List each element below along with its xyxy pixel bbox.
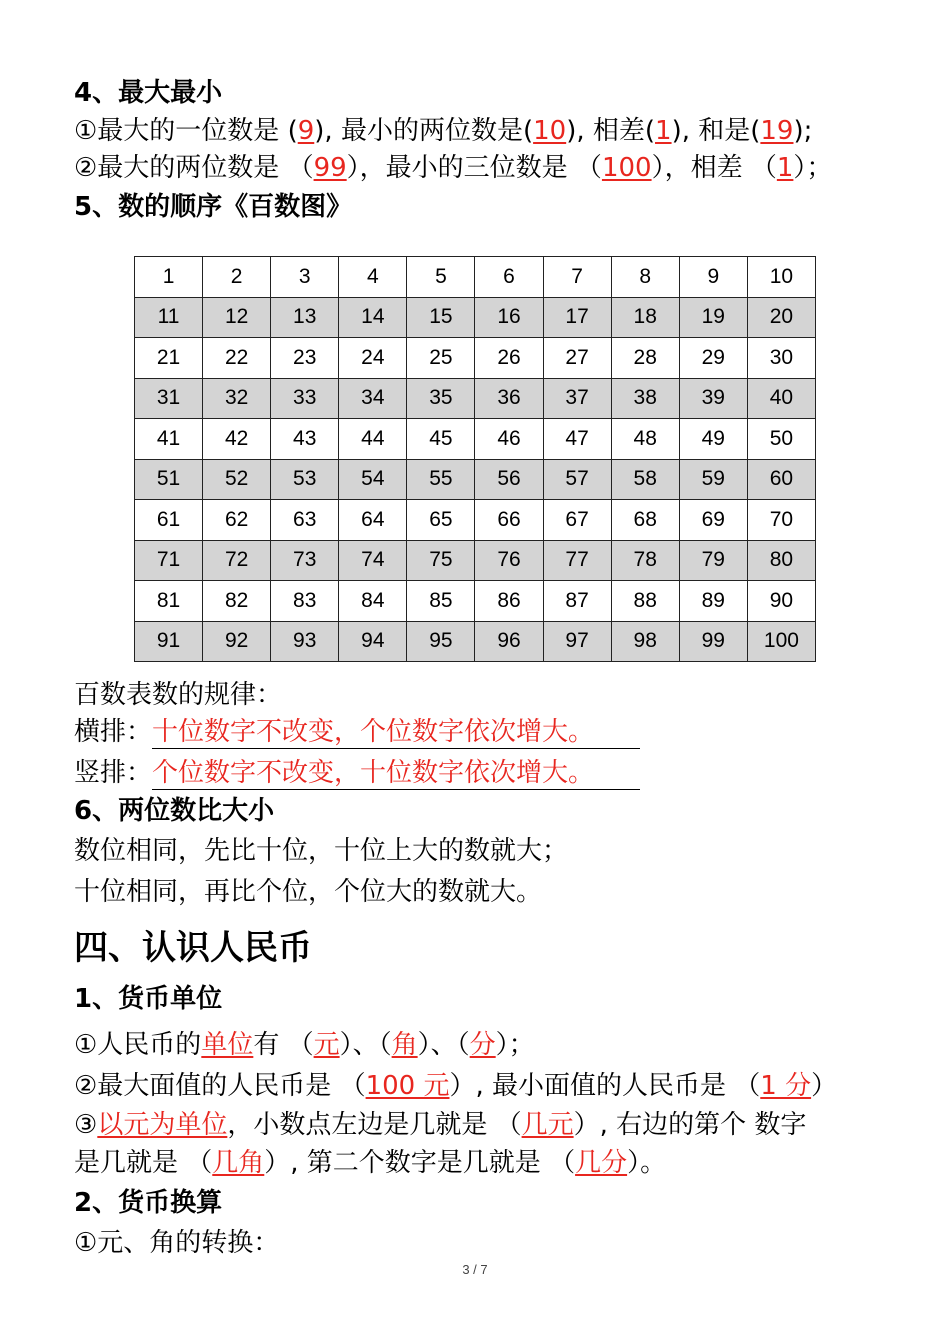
chart-cell: 29 [679, 338, 747, 379]
chart-cell: 61 [135, 500, 203, 541]
answer-ji-fen: 几分 [575, 1148, 628, 1178]
chart-cell: 65 [407, 500, 475, 541]
chart-row [135, 378, 816, 419]
chart-cell: 3 [271, 257, 339, 298]
answer-largest-two-digit: 99 [313, 153, 347, 183]
chart-cell: 45 [407, 419, 475, 460]
decimal-reading-line-2: 是几就是 （几角）, 第二个数字是几就是 （几分）。 [74, 1148, 667, 1178]
chart-cell: 84 [339, 581, 407, 622]
chart-row [135, 621, 816, 662]
chart-cell: 95 [407, 621, 475, 662]
answer-smallest-note: 1 分 [760, 1071, 812, 1101]
chart-cell: 1 [135, 257, 203, 298]
chart-cell: 9 [679, 257, 747, 298]
chart-cell: 83 [271, 581, 339, 622]
answer-fen: 分 [469, 1030, 496, 1060]
chart-row [135, 338, 816, 379]
chart-cell: 85 [407, 581, 475, 622]
chart-cell: 70 [747, 500, 815, 541]
chart-cell: 18 [611, 297, 679, 338]
chart-cell: 53 [271, 459, 339, 500]
chart-cell: 72 [203, 540, 271, 581]
chart-cell: 97 [543, 621, 611, 662]
chart-cell: 94 [339, 621, 407, 662]
chart-cell: 37 [543, 378, 611, 419]
answer-largest-note: 100 元 [365, 1071, 450, 1101]
chart-cell: 22 [203, 338, 271, 379]
chart-cell: 43 [271, 419, 339, 460]
chart-cell: 36 [475, 378, 543, 419]
answer-yuan-unit: 以元为单位 [97, 1110, 228, 1140]
chart-cell: 16 [475, 297, 543, 338]
chart-cell: 87 [543, 581, 611, 622]
chart-cell: 27 [543, 338, 611, 379]
chart-cell: 32 [203, 378, 271, 419]
chart-cell: 55 [407, 459, 475, 500]
chart-cell: 74 [339, 540, 407, 581]
max-min-line-2: ②最大的两位数是 （99），最小的三位数是 （100），相差 （1）； [74, 153, 833, 183]
chart-cell: 93 [271, 621, 339, 662]
chart-cell: 56 [475, 459, 543, 500]
chart-cell: 41 [135, 419, 203, 460]
chart-cell: 78 [611, 540, 679, 581]
chart-cell: 77 [543, 540, 611, 581]
answer-largest-one-digit: 9 [297, 116, 315, 146]
chart-cell: 100 [747, 621, 815, 662]
chart-cell: 49 [679, 419, 747, 460]
chart-cell: 54 [339, 459, 407, 500]
answer-unit: 单位 [201, 1030, 254, 1060]
chart-cell: 21 [135, 338, 203, 379]
chart-cell: 19 [679, 297, 747, 338]
answer-jiao: 角 [391, 1030, 418, 1060]
row-rule-answer: 十位数字不改变，个位数字依次增大。 [152, 717, 640, 749]
answer-smallest-two-digit: 10 [533, 116, 567, 146]
chart-row [135, 419, 816, 460]
chart-cell: 6 [475, 257, 543, 298]
chart-cell: 88 [611, 581, 679, 622]
chart-cell: 20 [747, 297, 815, 338]
answer-smallest-three-digit: 100 [601, 153, 652, 183]
chart-cell: 24 [339, 338, 407, 379]
currency-units-heading: 1、货币单位 [74, 984, 223, 1014]
chart-cell: 35 [407, 378, 475, 419]
chart-cell: 17 [543, 297, 611, 338]
chart-cell: 80 [747, 540, 815, 581]
chart-cell: 51 [135, 459, 203, 500]
chart-cell: 42 [203, 419, 271, 460]
chart-row [135, 257, 816, 298]
chart-cell: 8 [611, 257, 679, 298]
compare-rule-1: 数位相同，先比十位，十位上大的数就大； [74, 836, 569, 866]
chart-cell: 31 [135, 378, 203, 419]
chart-cell: 58 [611, 459, 679, 500]
chart-cell: 40 [747, 378, 815, 419]
chart-cell: 7 [543, 257, 611, 298]
decimal-reading-line-1: ③以元为单位，小数点左边是几就是 （几元）, 右边的第个 数字 [74, 1110, 807, 1140]
answer-difference: 1 [655, 116, 672, 146]
chart-row [135, 500, 816, 541]
chart-cell: 34 [339, 378, 407, 419]
chart-cell: 60 [747, 459, 815, 500]
row-rule: 横排：十位数字不改变，个位数字依次增大。 [74, 711, 640, 749]
chapter-4-title: 四、认识人民币 [74, 928, 312, 968]
chart-cell: 90 [747, 581, 815, 622]
chart-rule-title: 百数表数的规律： [74, 680, 283, 710]
chart-cell: 39 [679, 378, 747, 419]
chart-cell: 75 [407, 540, 475, 581]
answer-ji-jiao: 几角 [212, 1148, 265, 1178]
chart-cell: 69 [679, 500, 747, 541]
currency-units-line: ①人民币的单位有 （元）、（角）、（分）； [74, 1030, 535, 1060]
chart-cell: 67 [543, 500, 611, 541]
chart-cell: 76 [475, 540, 543, 581]
chart-cell: 59 [679, 459, 747, 500]
chart-cell: 82 [203, 581, 271, 622]
chart-cell: 99 [679, 621, 747, 662]
column-rule: 竖排：个位数字不改变，十位数字依次增大。 [74, 752, 640, 790]
chart-cell: 73 [271, 540, 339, 581]
chart-cell: 44 [339, 419, 407, 460]
denomination-line: ②最大面值的人民币是 （100 元）, 最小面值的人民币是 （1 分） [74, 1071, 838, 1101]
chart-cell: 38 [611, 378, 679, 419]
chart-cell: 92 [203, 621, 271, 662]
chart-cell: 86 [475, 581, 543, 622]
chart-cell: 4 [339, 257, 407, 298]
chart-cell: 96 [475, 621, 543, 662]
chart-cell: 28 [611, 338, 679, 379]
chart-cell: 26 [475, 338, 543, 379]
yuan-jiao-conversion: ①元、角的转换： [74, 1228, 280, 1258]
chart-cell: 79 [679, 540, 747, 581]
chart-cell: 81 [135, 581, 203, 622]
chart-cell: 30 [747, 338, 815, 379]
section-5-heading: 5、数的顺序《百数图》 [74, 192, 353, 222]
chart-cell: 33 [271, 378, 339, 419]
chart-cell: 52 [203, 459, 271, 500]
compare-rule-2: 十位相同，再比个位，个位大的数就大。 [74, 877, 543, 907]
answer-sum: 19 [760, 116, 794, 146]
chart-cell: 91 [135, 621, 203, 662]
chart-cell: 68 [611, 500, 679, 541]
chart-cell: 14 [339, 297, 407, 338]
chart-cell: 12 [203, 297, 271, 338]
chart-cell: 50 [747, 419, 815, 460]
chart-cell: 57 [543, 459, 611, 500]
chart-cell: 5 [407, 257, 475, 298]
page-number: 3 / 7 [462, 1262, 488, 1277]
chart-cell: 2 [203, 257, 271, 298]
chart-cell: 66 [475, 500, 543, 541]
chart-cell: 71 [135, 540, 203, 581]
column-rule-answer: 个位数字不改变，十位数字依次增大。 [152, 758, 640, 790]
section-6-heading: 6、两位数比大小 [74, 796, 275, 826]
chart-cell: 11 [135, 297, 203, 338]
chart-cell: 63 [271, 500, 339, 541]
chart-row [135, 540, 816, 581]
chart-cell: 23 [271, 338, 339, 379]
chart-row [135, 459, 816, 500]
chart-row [135, 297, 816, 338]
chart-cell: 25 [407, 338, 475, 379]
max-min-line-1: ①最大的一位数是 (9), 最小的两位数是(10), 相差(1), 和是(19); [74, 116, 813, 146]
hundred-chart [134, 256, 816, 662]
chart-cell: 47 [543, 419, 611, 460]
chart-cell: 48 [611, 419, 679, 460]
chart-cell: 64 [339, 500, 407, 541]
answer-difference-2: 1 [776, 153, 794, 183]
chart-cell: 15 [407, 297, 475, 338]
section-4-heading: 4、最大最小 [74, 78, 223, 108]
currency-conversion-heading: 2、货币换算 [74, 1188, 223, 1218]
chart-cell: 62 [203, 500, 271, 541]
answer-yuan: 元 [313, 1030, 340, 1060]
chart-cell: 46 [475, 419, 543, 460]
chart-cell: 89 [679, 581, 747, 622]
chart-cell: 98 [611, 621, 679, 662]
answer-ji-yuan: 几元 [521, 1110, 574, 1140]
chart-cell: 10 [747, 257, 815, 298]
chart-cell: 13 [271, 297, 339, 338]
chart-row [135, 581, 816, 622]
